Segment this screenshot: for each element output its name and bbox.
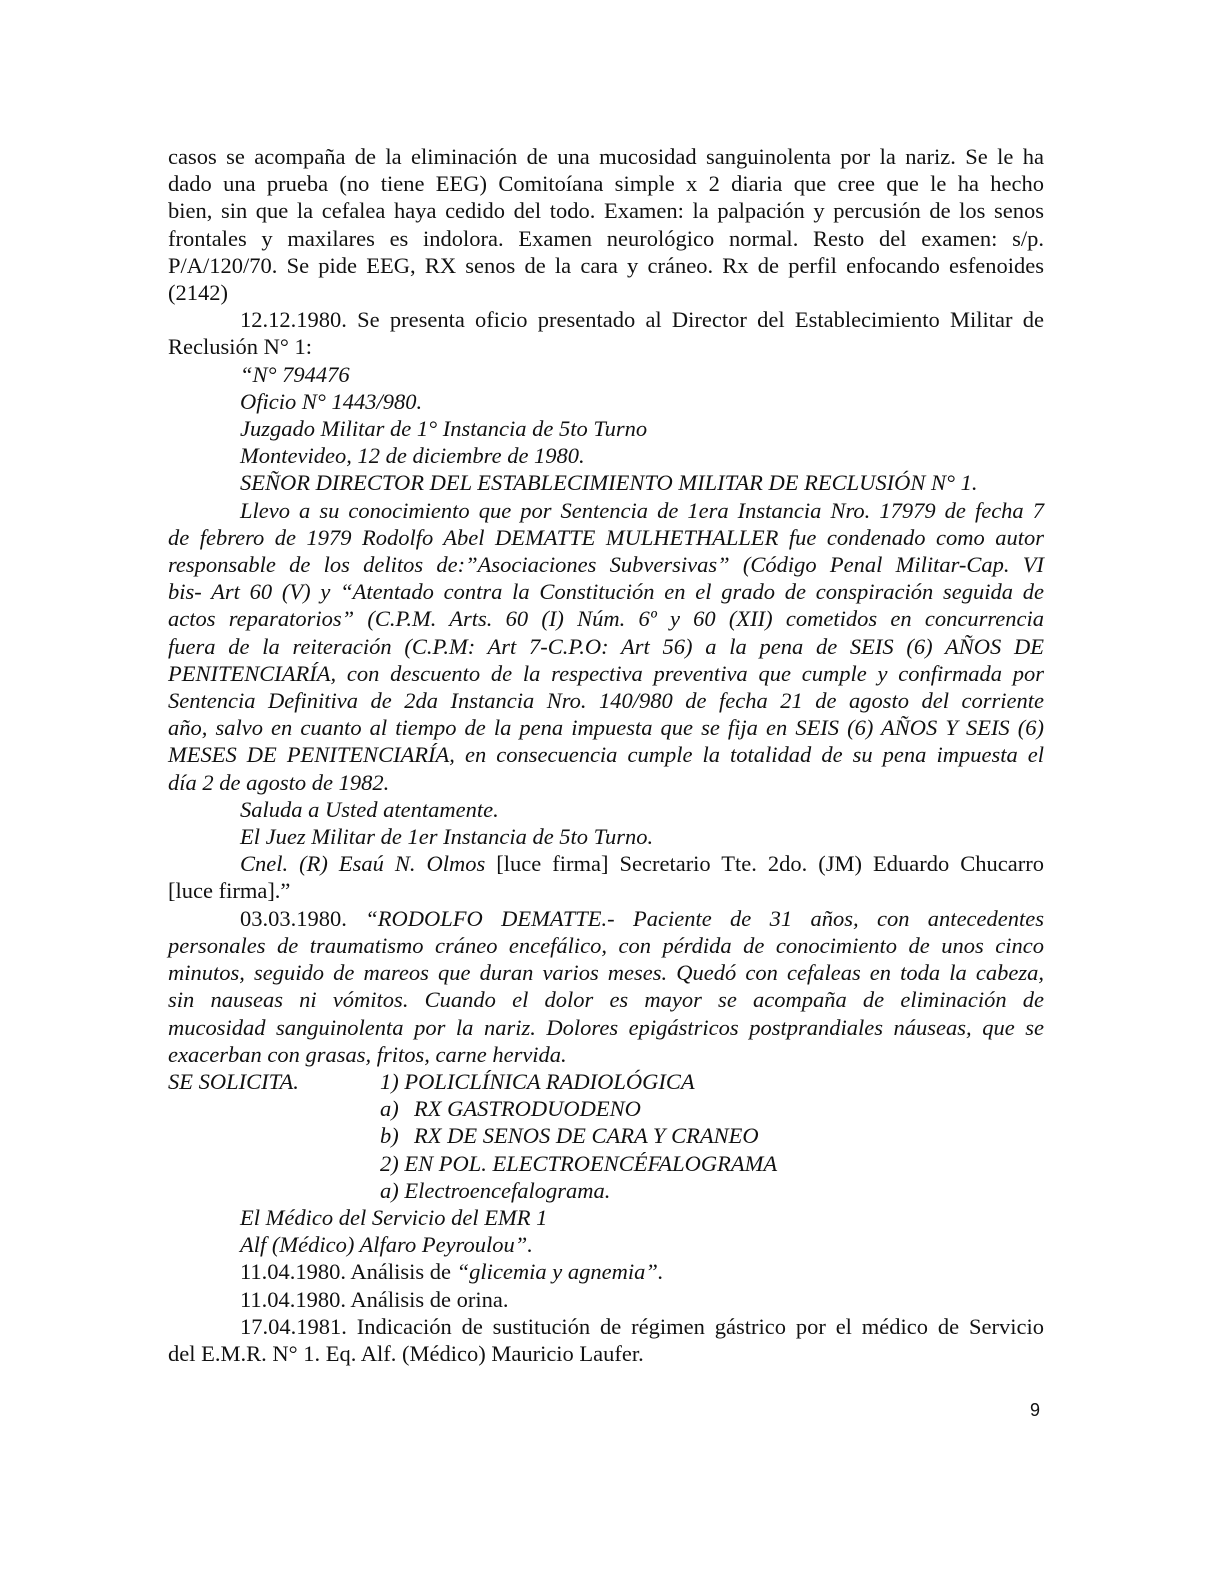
- doctor-service: El Médico del Servicio del EMR 1: [240, 1204, 548, 1230]
- signature-colonel: Cnel. (R) Esaú N. Olmos: [240, 851, 486, 877]
- report-opening: “RODOLFO DEMATTE.- Paciente de 31 años, con antecedentes: [365, 905, 1045, 931]
- text-line: 12.12.1980. Se presenta oficio presentado al Director del Establecimiento Militar de: [240, 307, 1044, 333]
- text-line: personales de traumatismo cráneo encefálico, con pérdida de conocimiento de unos cinco: [168, 932, 1044, 958]
- request-item-eeg: 2) EN POL. ELECTROENCÉFALOGRAMA: [380, 1150, 778, 1176]
- text-line: año, salvo en cuanto al tiempo de la pena impuesta que se fija en SEIS (6) AÑOS Y SEIS (6): [168, 715, 1044, 741]
- text-line: de febrero de 1979 Rodolfo Abel DEMATTE MULHETHALLER fue condenado como autor: [168, 524, 1044, 550]
- text-line: responsable de los delitos de:”Asociaciones Subversivas” (Código Penal Militar-Cap. VI: [168, 552, 1044, 578]
- oficio-date: Montevideo, 12 de diciembre de 1980.: [240, 443, 585, 469]
- paragraph-oficio-intro: [168, 306, 1044, 360]
- text-line: Sentencia Definitiva de 2da Instancia Nro. 140/980 de fecha 21 de agosto del corriente: [168, 688, 1044, 714]
- text-line: P/A/120/70. Se pide EEG, RX senos de la cara y cráneo. Rx de perfil enfocando esfenoides: [168, 252, 1044, 278]
- text-line: [168, 905, 1044, 932]
- closing-greeting: Saluda a Usted atentamente.: [240, 796, 499, 822]
- doctor-name: Alf (Médico) Alfaro Peyroulou”.: [240, 1232, 533, 1258]
- text-line: casos se acompaña de la eliminación de una mucosidad sanguinolenta por la nariz. Se le ha: [168, 144, 1044, 169]
- oficio-court: Juzgado Militar de 1° Instancia de 5to Turno: [240, 416, 648, 442]
- signature-secretary: [luce firma] Secretario Tte. 2do. (JM) Eduardo Chucarro: [485, 851, 1044, 877]
- paragraph-medical-report: [168, 905, 1044, 1068]
- request-subitem: [168, 1095, 1044, 1122]
- subitem-label: a): [380, 1096, 399, 1122]
- text-line: dado una prueba (no tiene EEG) Comitoíana simple x 2 diaria que cree que le ha hecho: [168, 171, 1044, 197]
- signature-block: [168, 850, 1044, 904]
- text-line: bien, sin que la cefalea haya cedido del todo. Examen: la palpación y percusión de los senos: [168, 198, 1044, 224]
- record-entries: [168, 1258, 1044, 1367]
- text-line: PENITENCIARÍA, con descuento de la respectiva preventiva que cumple y confirmada por: [168, 660, 1044, 686]
- text-line: mucosidad sanguinolenta por la nariz. Dolores epigástricos postprandiales náuseas, que se: [168, 1014, 1044, 1040]
- page-number: 9: [1030, 1400, 1041, 1420]
- entry-orina: 11.04.1980. Análisis de orina.: [240, 1286, 509, 1312]
- subitem-text: RX GASTRODUODENO: [414, 1096, 641, 1122]
- text-line: fuera de la reiteración (C.P.M: Art 7-C.P.O: Art 56) a la pena de SEIS (6) AÑOS DE: [168, 633, 1044, 659]
- text-line: Reclusión N° 1:: [168, 334, 312, 360]
- request-heading: SE SOLICITA.: [168, 1068, 299, 1094]
- closing-judge: El Juez Militar de 1er Instancia de 5to Turno.: [240, 824, 654, 850]
- request-item-radiology: 1) POLICLÍNICA RADIOLÓGICA: [380, 1068, 695, 1094]
- request-subitem: [168, 1122, 1044, 1149]
- entry-gastric-line1: 17.04.1981. Indicación de sustitución de régimen gástrico por el médico de Servicio: [240, 1313, 1044, 1339]
- entry-italic: “glicemia y agnemia”.: [456, 1259, 664, 1285]
- request-first-row: [168, 1068, 1044, 1095]
- doctor-signature: [168, 1204, 1044, 1258]
- oficio-header: [168, 361, 1044, 497]
- text-line: día 2 de agosto de 1982.: [168, 769, 390, 795]
- oficio-closing: [168, 796, 1044, 850]
- text-line: frontales y maxilares es indolora. Examen neurológico normal. Resto del examen: s/p.: [168, 225, 1044, 251]
- text-line: sin nauseas ni vómitos. Cuando el dolor es mayor se acompaña de eliminación de: [168, 987, 1044, 1013]
- text-line: minutos, seguido de mareos que duran varios meses. Quedó con cefaleas en toda la cabeza,: [168, 960, 1044, 986]
- text-line: MESES DE PENITENCIARÍA, en consecuencia cumple la totalidad de su pena impuesta el: [168, 742, 1044, 768]
- document-body: [168, 143, 1044, 1367]
- paragraph-exam-continuation: [168, 143, 1044, 306]
- signature-line-2: [luce firma].”: [168, 878, 291, 904]
- subitem-label: b): [380, 1123, 399, 1149]
- text-line: Llevo a su conocimiento que por Sentencia de 1era Instancia Nro. 17979 de fecha 7: [240, 497, 1044, 523]
- signature-line: [168, 850, 1044, 877]
- entry-text: 11.04.1980. Análisis de: [240, 1259, 457, 1285]
- oficio-body: [168, 497, 1044, 796]
- oficio-number: “N° 794476: [240, 361, 350, 387]
- request-block: [168, 1068, 1044, 1204]
- oficio-ref: Oficio N° 1443/980.: [240, 388, 423, 414]
- request-subitem-eeg: a) Electroencefalograma.: [380, 1177, 611, 1203]
- text-line: exacerban con grasas, fritos, carne hervida.: [168, 1041, 567, 1067]
- text-line: bis- Art 60 (V) y “Atentado contra la Constitución en el grado de conspiración seguida de: [168, 579, 1044, 605]
- subitem-text: RX DE SENOS DE CARA Y CRANEO: [414, 1123, 759, 1149]
- entry-gastric-line2: del E.M.R. N° 1. Eq. Alf. (Médico) Mauricio Laufer.: [168, 1340, 644, 1366]
- entry-glicemia: [168, 1258, 1044, 1285]
- text-line: (2142): [168, 280, 228, 306]
- report-date: 03.03.1980.: [240, 905, 366, 931]
- text-line: actos reparatorios” (C.P.M. Arts. 60 (I) Núm. 6º y 60 (XII) cometidos en concurrencia: [168, 606, 1044, 632]
- oficio-addressee: SEÑOR DIRECTOR DEL ESTABLECIMIENTO MILITAR DE RECLUSIÓN N° 1.: [240, 470, 978, 496]
